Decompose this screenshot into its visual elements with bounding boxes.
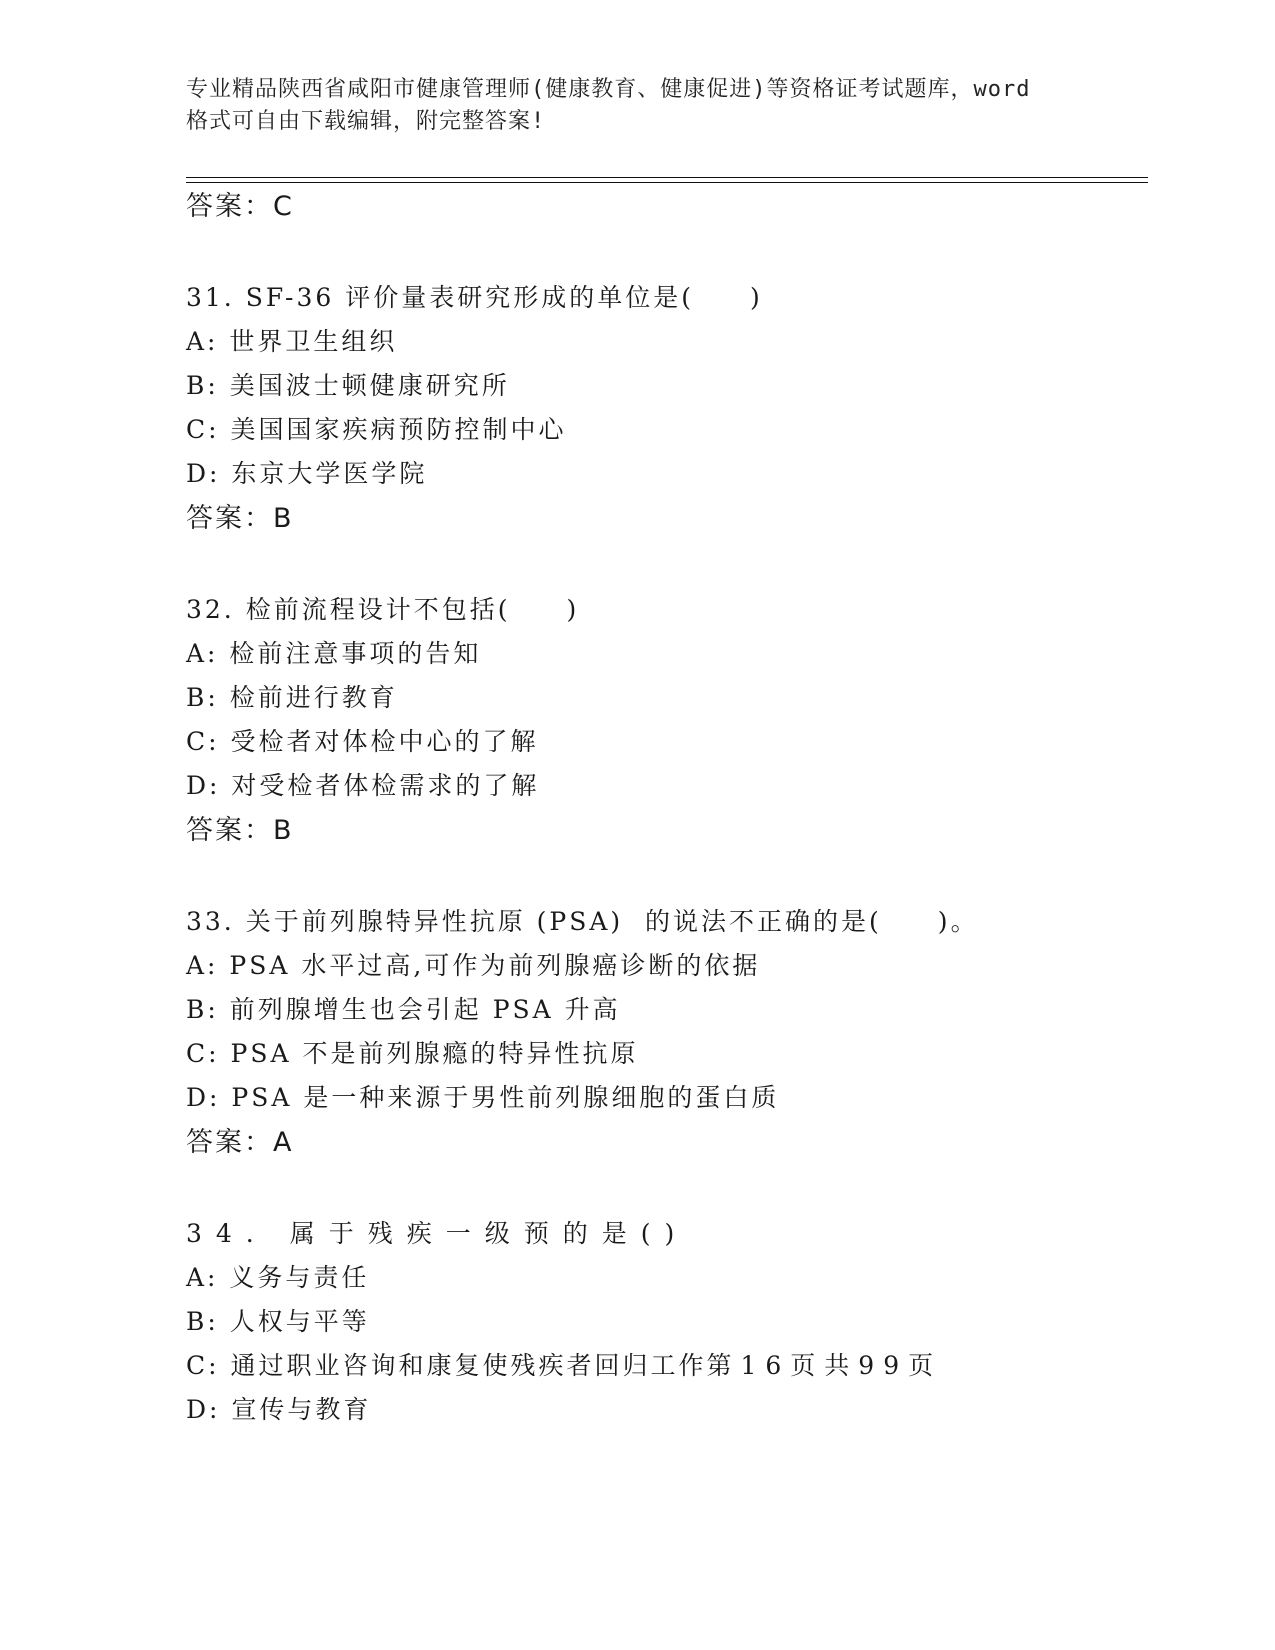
header-line-1: 专业精品陕西省咸阳市健康管理师(健康教育、健康促进)等资格证考试题库，word bbox=[186, 77, 1031, 102]
question-31-option-d: D: 东京大学医学院 bbox=[186, 459, 428, 488]
question-32-option-b: B: 检前进行教育 bbox=[186, 683, 398, 712]
question-33-answer: 答案：A bbox=[186, 1127, 294, 1158]
question-33-stem: 33. 关于前列腺特异性抗原 (PSA) 的说法不正确的是( )。 bbox=[186, 907, 979, 936]
question-31-option-b: B: 美国波士顿健康研究所 bbox=[186, 371, 510, 400]
question-32-answer: 答案：B bbox=[186, 815, 294, 846]
question-34-option-a: A: 义务与责任 bbox=[186, 1263, 370, 1292]
question-32-stem: 32. 检前流程设计不包括( ) bbox=[186, 595, 580, 624]
question-34-option-d: D: 宣传与教育 bbox=[186, 1395, 372, 1424]
question-31-answer: 答案：B bbox=[186, 503, 294, 534]
header-rule-bottom bbox=[186, 182, 1148, 183]
question-31-option-a: A: 世界卫生组织 bbox=[186, 327, 398, 356]
question-34-option-c-row bbox=[186, 1350, 942, 1382]
previous-answer: 答案：C bbox=[186, 191, 294, 222]
question-31-option-c: C: 美国国家疾病预防控制中心 bbox=[186, 415, 567, 444]
header-rule-top bbox=[186, 177, 1148, 178]
question-33-option-d: D: PSA 是一种来源于男性前列腺细胞的蛋白质 bbox=[186, 1083, 780, 1112]
question-34-option-b: B: 人权与平等 bbox=[186, 1307, 370, 1336]
question-34-stem: 34. 属于残疾一级预的是() bbox=[186, 1219, 689, 1248]
question-33-option-c: C: PSA 不是前列腺瘾的特异性抗原 bbox=[186, 1039, 639, 1068]
question-33-option-b: B: 前列腺增生也会引起 PSA 升高 bbox=[186, 995, 621, 1024]
document-header bbox=[186, 74, 1086, 138]
question-34-option-c: C: 通过职业咨询和康复使残疾者回归工作 bbox=[186, 1351, 707, 1380]
page-footer: 第16页共99页 bbox=[706, 1351, 943, 1380]
question-32-option-a: A: 检前注意事项的告知 bbox=[186, 639, 482, 668]
question-32-option-c: C: 受检者对体检中心的了解 bbox=[186, 727, 539, 756]
header-line-2: 格式可自由下载编辑，附完整答案! bbox=[186, 109, 546, 134]
question-32-option-d: D: 对受检者体检需求的了解 bbox=[186, 771, 540, 800]
question-31-stem: 31. SF-36 评价量表研究形成的单位是( ) bbox=[186, 283, 763, 312]
question-33-option-a: A: PSA 水平过高,可作为前列腺癌诊断的依据 bbox=[186, 951, 761, 980]
